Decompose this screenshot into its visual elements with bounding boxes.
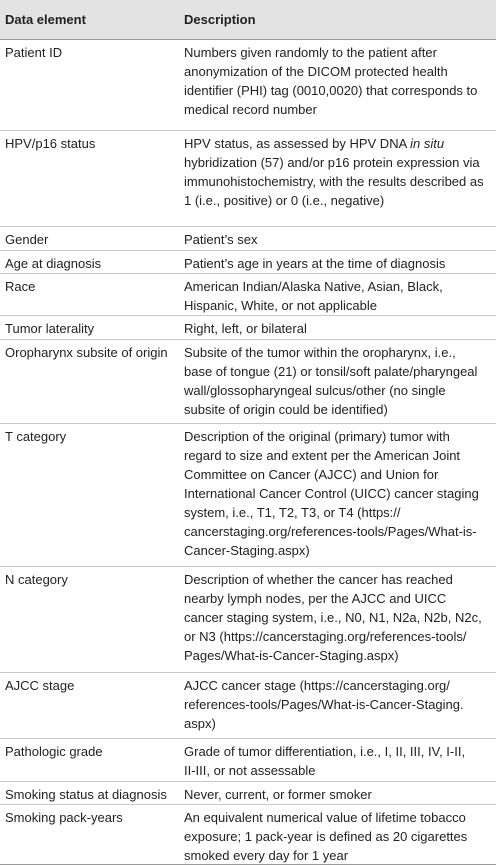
description-line: exposure; 1 pack-year is defined as 20 cigarettes xyxy=(184,829,468,844)
table-row xyxy=(0,251,496,274)
table-row xyxy=(0,567,496,673)
description-line: Never, current, or former smoker xyxy=(184,787,372,802)
description-line: II-III, or not assessable xyxy=(184,763,316,778)
table-row xyxy=(0,424,496,567)
header-description: Description xyxy=(184,12,256,27)
description-line: subsite of origin could be identified) xyxy=(184,402,388,417)
in-situ-emphasis: in situ xyxy=(410,136,445,151)
description-line: references-tools/Pages/What-is-Cancer-Staging. xyxy=(184,697,464,712)
data-element-cell: HPV/p16 status xyxy=(5,136,96,151)
data-element-cell: Smoking status at diagnosis xyxy=(5,787,167,802)
description-line: AJCC cancer stage (https://cancerstaging.org/ xyxy=(184,678,450,693)
description-cell xyxy=(184,424,496,566)
description-line: hybridization (57) and/or p16 protein expression via xyxy=(184,155,480,170)
data-element-cell: Race xyxy=(5,279,36,294)
description-line: system, i.e., T1, T2, T3, or T4 (https:// xyxy=(184,505,401,520)
data-element-cell: Patient ID xyxy=(5,45,63,60)
description-line: regard to size and extent per the American Joint xyxy=(184,448,461,463)
description-line: Committee on Cancer (AJCC) and Union for xyxy=(184,467,439,482)
data-element-cell: Oropharynx subsite of origin xyxy=(5,345,168,360)
description-line: medical record number xyxy=(184,102,317,117)
table-row xyxy=(0,227,496,251)
description-cell xyxy=(184,40,496,130)
description-line: anonymization of the DICOM protected health xyxy=(184,64,448,79)
description-line: Description of whether the cancer has reached xyxy=(184,572,453,587)
data-element-cell: Tumor laterality xyxy=(5,321,95,336)
description-cell xyxy=(184,782,496,804)
data-element-cell: Age at diagnosis xyxy=(5,256,102,271)
description-line: nearby lymph nodes, per the AJCC and UICC xyxy=(184,591,447,606)
data-element-cell: Smoking pack-years xyxy=(5,810,123,825)
description-line: Pages/What-is-Cancer-Staging.aspx) xyxy=(184,648,399,663)
data-element-cell: AJCC stage xyxy=(5,678,75,693)
description-cell xyxy=(184,673,496,738)
table-row xyxy=(0,274,496,316)
description-cell xyxy=(184,805,496,864)
description-line: HPV status, as assessed by HPV DNA in situ xyxy=(184,136,445,151)
description-line: or N3 (https://cancerstaging.org/references-tools/ xyxy=(184,629,467,644)
data-element-cell: T category xyxy=(5,429,67,444)
description-cell xyxy=(184,274,496,315)
table-row xyxy=(0,739,496,782)
description-line: Patient’s age in years at the time of diagnosis xyxy=(184,256,446,271)
table-row xyxy=(0,131,496,227)
description-line: International Cancer Control (UICC) cancer staging xyxy=(184,486,479,501)
description-cell xyxy=(184,251,496,273)
table-body xyxy=(0,40,496,865)
description-line: aspx) xyxy=(184,716,216,731)
description-line: cancerstaging.org/references-tools/Pages/What-is- xyxy=(184,524,477,539)
data-element-cell: N category xyxy=(5,572,68,587)
description-cell xyxy=(184,567,496,672)
description-line: 1 (i.e., positive) or 0 (i.e., negative) xyxy=(184,193,385,208)
table-row xyxy=(0,782,496,805)
description-line: An equivalent numerical value of lifetime tobacco xyxy=(184,810,466,825)
description-line: Patient’s sex xyxy=(184,232,258,247)
description-line: Hispanic, White, or not applicable xyxy=(184,298,377,313)
description-cell xyxy=(184,340,496,423)
description-line: Grade of tumor differentiation, i.e., I, II, III, IV, I-II, xyxy=(184,744,466,759)
description-line: immunohistochemistry, with the results described as xyxy=(184,174,484,189)
header-data-element: Data element xyxy=(5,12,86,27)
table-row xyxy=(0,805,496,865)
description-line: Right, left, or bilateral xyxy=(184,321,307,336)
description-cell xyxy=(184,316,496,339)
description-line: smoked every day for 1 year xyxy=(184,848,349,863)
table-row xyxy=(0,340,496,424)
description-line: Cancer-Staging.aspx) xyxy=(184,543,310,558)
description-line: Numbers given randomly to the patient after xyxy=(184,45,437,60)
table-header-row xyxy=(0,0,496,40)
description-cell xyxy=(184,131,496,226)
table-row xyxy=(0,316,496,340)
table-row xyxy=(0,40,496,131)
description-line: base of tongue (21) or tonsil/soft palate/pharyngeal xyxy=(184,364,478,379)
data-element-cell: Pathologic grade xyxy=(5,744,103,759)
description-line: Description of the original (primary) tumor with xyxy=(184,429,450,444)
table-row xyxy=(0,673,496,739)
description-line: cancer staging system, i.e., N0, N1, N2a, N2b, N2c, xyxy=(184,610,482,625)
description-line: identifier (PHI) tag (0010,0020) that corresponds to xyxy=(184,83,478,98)
data-element-cell: Gender xyxy=(5,232,49,247)
description-cell xyxy=(184,739,496,781)
description-line: American Indian/Alaska Native, Asian, Black, xyxy=(184,279,443,294)
description-line: wall/glossopharyngeal sulcus/other (no single xyxy=(184,383,446,398)
description-cell xyxy=(184,227,496,250)
description-line: Subsite of the tumor within the oropharynx, i.e., xyxy=(184,345,456,360)
